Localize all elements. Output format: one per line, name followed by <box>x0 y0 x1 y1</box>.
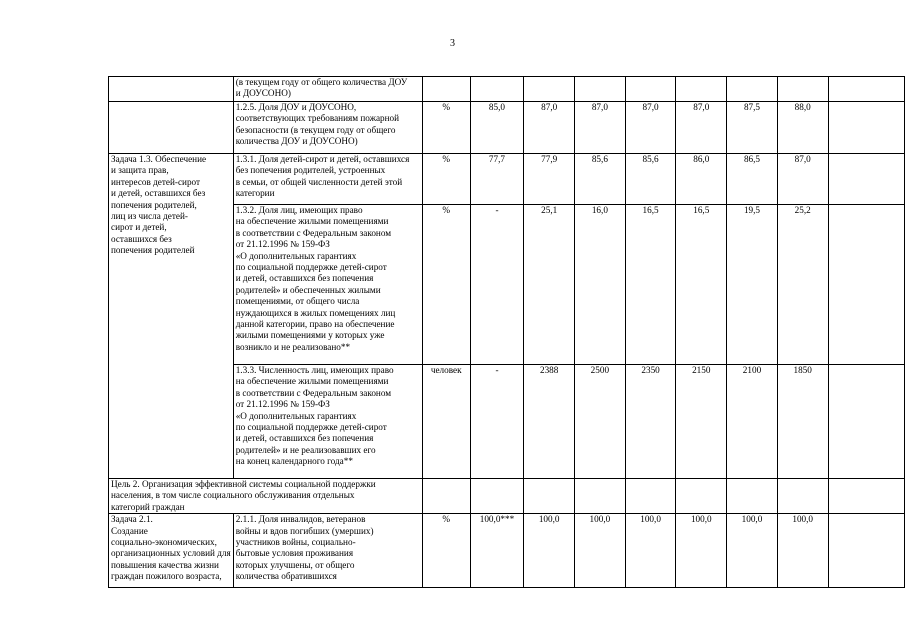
value-text: 100,0*** <box>479 514 515 525</box>
value-text: 85,6 <box>642 154 659 164</box>
indicator-name-cell <box>233 102 422 154</box>
value-cell <box>727 154 778 205</box>
indicator-name-text: жилыми помещениями у которых уже <box>235 330 385 341</box>
value-cell <box>727 102 778 154</box>
indicator-name-text: 1.2.5. Доля ДОУ и ДОУСОНО, <box>235 102 357 112</box>
unit-text: % <box>442 205 451 215</box>
indicator-name-text: и детей, оставшихся без попечения <box>235 433 374 444</box>
note-cell <box>828 514 904 588</box>
unit-text: % <box>442 154 451 164</box>
task-text: и детей, оставшихся без <box>111 188 206 199</box>
value-cell <box>676 154 727 205</box>
indicator-name-text: на обеспечение жилыми помещениями <box>235 216 389 227</box>
empty-cell <box>575 479 626 514</box>
value-text: 2100 <box>742 365 762 375</box>
indicator-name-text: и ДОУСОНО) <box>235 88 291 99</box>
value-text: - <box>495 205 499 215</box>
unit-cell <box>422 154 470 205</box>
value-cell <box>470 365 524 479</box>
indicator-name-text: нуждающихся в жилых помещениях лиц <box>235 307 396 318</box>
indicator-name-text: войны и вдов погибших (умерших) <box>235 525 374 536</box>
indicator-name-text: 1.3.3. Численность лиц, имеющих право <box>235 365 394 375</box>
value-text: 87,0 <box>693 102 710 112</box>
value-cell <box>470 205 524 365</box>
value-text: 2500 <box>590 365 610 375</box>
value-text: 87,0 <box>794 154 811 164</box>
value-text: 2350 <box>641 365 660 375</box>
value-cell <box>575 77 626 102</box>
indicator-name-cell <box>233 365 422 479</box>
value-cell <box>676 514 727 588</box>
value-text: 100,0 <box>792 514 814 525</box>
table-row <box>109 479 905 514</box>
indicator-name-text: (в текущем году от общего количества ДОУ <box>235 77 408 87</box>
table-row <box>109 102 905 154</box>
value-cell <box>676 102 727 154</box>
indicator-name-cell <box>233 514 422 588</box>
task-text: попечения родителей <box>111 245 195 256</box>
note-cell <box>828 154 904 205</box>
value-cell <box>676 365 727 479</box>
task-text: граждан пожилого возраста, <box>111 571 222 582</box>
value-text: 87,0 <box>642 102 659 112</box>
value-text: 19,5 <box>743 205 761 215</box>
value-text: 16,0 <box>591 205 608 215</box>
value-cell <box>625 154 676 205</box>
unit-text: % <box>442 514 451 525</box>
indicator-name-cell <box>233 154 422 205</box>
value-cell <box>777 514 828 588</box>
empty-cell <box>727 479 778 514</box>
task-cell <box>109 514 234 588</box>
value-cell <box>625 514 676 588</box>
value-text: 25,1 <box>541 205 558 215</box>
value-text: - <box>495 365 499 375</box>
task-cell <box>109 102 234 154</box>
value-text: 16,5 <box>693 205 710 215</box>
indicator-name-text: данной категории, право на обеспечение <box>235 319 395 330</box>
value-cell <box>524 514 575 588</box>
value-text: 1850 <box>793 365 812 375</box>
value-cell <box>777 77 828 102</box>
value-cell <box>575 514 626 588</box>
task-text: Задача 2.1. <box>111 514 153 525</box>
goal-text: населения, в том числе социального обслуживания отдельных <box>111 490 355 501</box>
value-text: 100,0 <box>640 514 661 525</box>
value-text: 100,0 <box>690 514 712 525</box>
empty-cell <box>422 479 470 514</box>
note-cell <box>828 77 904 102</box>
task-text: повышения качества жизни <box>111 559 219 570</box>
indicator-name-text: безопасности (в текущем году от общего <box>235 124 396 135</box>
task-cell <box>109 154 234 479</box>
indicator-name-text: и детей, оставшихся без попечения <box>235 273 374 284</box>
value-cell <box>777 102 828 154</box>
page-number: 3 <box>450 38 455 49</box>
value-cell <box>575 154 626 205</box>
indicator-name-text: 1.3.2. Доля лиц, имеющих право <box>235 205 363 215</box>
indicator-name-text: родителей» и обеспеченных жилыми <box>235 284 381 295</box>
task-text: социально-экономических, <box>111 537 217 548</box>
indicator-name-text: без попечения родителей, устроенных <box>235 165 386 176</box>
value-cell <box>676 205 727 365</box>
value-text: 2388 <box>539 365 559 375</box>
task-text: Задача 1.3. Обеспечение <box>111 154 207 164</box>
value-cell <box>575 365 626 479</box>
indicator-name-text: от 21.12.1996 № 159-ФЗ <box>235 399 330 410</box>
indicator-name-text: соответствующих требованиям пожарной <box>235 113 400 124</box>
value-text: 77,7 <box>488 154 505 164</box>
task-text: оставшихся без <box>111 233 172 244</box>
value-text: 86,5 <box>743 154 761 164</box>
indicator-name-text: от 21.12.1996 № 159-ФЗ <box>235 239 330 250</box>
value-text: 86,0 <box>693 154 710 164</box>
indicator-name-text: в соответствии с Федеральным законом <box>235 387 392 398</box>
value-text: 85,0 <box>488 102 505 112</box>
indicator-name-text: на конец календарного года** <box>235 456 353 467</box>
value-text: 85,6 <box>591 154 608 164</box>
empty-cell <box>524 479 575 514</box>
value-cell <box>727 514 778 588</box>
value-cell <box>625 205 676 365</box>
value-text: 100,0 <box>589 514 611 525</box>
value-cell <box>470 102 524 154</box>
indicator-name-text: которых улучшены, от общего <box>235 559 355 570</box>
task-text: лиц из числа детей- <box>111 211 188 222</box>
value-cell <box>625 102 676 154</box>
value-text: 25,2 <box>794 205 811 215</box>
value-cell <box>524 77 575 102</box>
table-row <box>109 154 905 205</box>
indicator-name-text: родителей» и не реализовавших его <box>235 444 376 455</box>
value-cell <box>777 205 828 365</box>
empty-cell <box>625 479 676 514</box>
value-text: 2150 <box>692 365 711 375</box>
value-cell <box>524 205 575 365</box>
indicator-name-text: бытовые условия проживания <box>235 548 354 559</box>
value-cell <box>625 365 676 479</box>
value-cell <box>470 154 524 205</box>
task-text: организационных условий для <box>111 548 231 559</box>
value-cell <box>727 365 778 479</box>
value-cell <box>777 154 828 205</box>
indicators-table <box>108 76 905 588</box>
note-cell <box>828 102 904 154</box>
empty-cell <box>676 479 727 514</box>
task-text: Создание <box>111 525 148 536</box>
value-cell <box>524 154 575 205</box>
value-text: 77,9 <box>541 154 558 164</box>
unit-cell <box>422 77 470 102</box>
unit-cell <box>422 102 470 154</box>
task-text: попечения родителей, <box>111 199 197 210</box>
value-cell <box>575 102 626 154</box>
value-text: 87,0 <box>541 102 558 112</box>
value-cell <box>625 77 676 102</box>
indicator-name-text: по социальной поддержке детей-сирот <box>235 262 387 273</box>
unit-cell <box>422 514 470 588</box>
empty-cell <box>470 479 524 514</box>
indicator-name-text: 1.3.1. Доля детей-сирот и детей, оставшихся <box>235 154 410 164</box>
table-row <box>109 514 905 588</box>
indicator-name-text: количества обратившихся <box>235 571 337 582</box>
task-text: интересов детей-сирот <box>111 176 201 187</box>
indicator-name-text: возникло и не реализовано** <box>235 341 351 352</box>
indicator-name-cell <box>233 205 422 365</box>
indicator-name-text: категории <box>235 188 275 199</box>
note-cell <box>828 205 904 365</box>
table-row <box>109 77 905 102</box>
unit-text: % <box>442 102 451 112</box>
indicator-name-text: «О дополнительных гарантиях <box>235 410 357 421</box>
value-text: 16,5 <box>642 205 659 215</box>
note-cell <box>828 365 904 479</box>
value-text: 87,5 <box>743 102 761 112</box>
empty-cell <box>777 479 828 514</box>
value-cell <box>524 102 575 154</box>
unit-text: человек <box>430 365 462 375</box>
value-text: 100,0 <box>741 514 763 525</box>
value-cell <box>676 77 727 102</box>
goal-text: Цель 2. Организация эффективной системы социальной поддержки <box>111 479 376 489</box>
value-text: 87,0 <box>591 102 608 112</box>
unit-cell <box>422 365 470 479</box>
value-cell <box>470 514 524 588</box>
indicator-name-cell <box>233 77 422 102</box>
empty-cell <box>828 479 904 514</box>
value-cell <box>524 365 575 479</box>
indicator-name-text: помещениями, от общего числа <box>235 296 360 307</box>
goal-text: категорий граждан <box>111 501 185 512</box>
indicator-name-text: количества ДОУ и ДОУСОНО) <box>235 136 358 147</box>
indicator-name-text: 2.1.1. Доля инвалидов, ветеранов <box>235 514 366 525</box>
value-cell <box>727 205 778 365</box>
indicator-name-text: на обеспечение жилыми помещениями <box>235 376 389 387</box>
value-cell <box>727 77 778 102</box>
value-cell <box>575 205 626 365</box>
indicator-name-text: в семьи, от общей численности детей этой <box>235 176 403 187</box>
goal-cell <box>109 479 423 514</box>
indicator-name-text: по социальной поддержке детей-сирот <box>235 422 387 433</box>
value-text: 100,0 <box>538 514 560 525</box>
indicator-name-text: участников войны, социально- <box>235 537 356 548</box>
indicator-name-text: в соответствии с Федеральным законом <box>235 227 392 238</box>
task-text: и защита прав, <box>111 165 169 176</box>
task-text: сирот и детей, <box>111 222 167 233</box>
value-cell <box>470 77 524 102</box>
indicator-name-text: «О дополнительных гарантиях <box>235 250 357 261</box>
unit-cell <box>422 205 470 365</box>
value-text: 88,0 <box>794 102 811 112</box>
task-cell <box>109 77 234 102</box>
value-cell <box>777 365 828 479</box>
